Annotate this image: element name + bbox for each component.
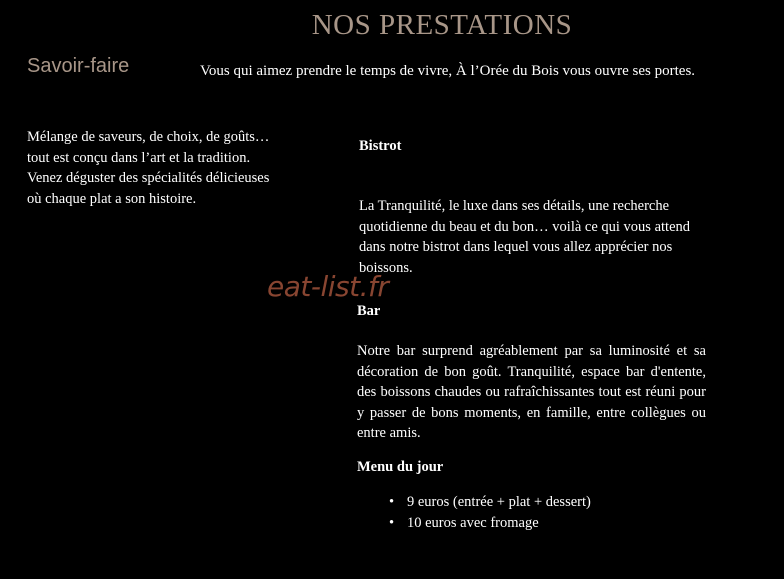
- bistrot-text: La Tranquilité, le luxe dans ses détails, une recherche quotidienne du beau et du bon… voilà ce qui vous attend dans notre bistrot dans lequel vous allez apprécier nos boissons.: [359, 198, 691, 276]
- menu-item-label: 9 euros (entrée + plat + dessert): [407, 494, 591, 510]
- menu-du-jour-list: [367, 492, 591, 533]
- list-item: [367, 513, 591, 534]
- bullet-icon: •: [389, 494, 395, 510]
- bar-text: Notre bar surprend agréablement par sa luminosité et sa décoration de bon goût. Tranquilité, espace bar d'entente, des boissons chaudes ou rafraîchissantes tout est réuni pour y passer de bons moments, en famille, entre collègues ou entre amis.: [357, 343, 706, 441]
- bistrot-heading: Bistrot: [359, 138, 402, 154]
- savoir-faire-text: Mélange de saveurs, de choix, de goûts… tout est conçu dans l’art et la tradition. Venez déguster des spécialités délicieuses où chaque plat a son histoire.: [27, 129, 270, 207]
- section-heading-savoir-faire: Savoir-faire: [27, 55, 130, 77]
- intro-text: Vous qui aimez prendre le temps de vivre, À l’Orée du Bois vous ouvre ses portes.: [200, 63, 696, 79]
- bullet-icon: •: [389, 514, 395, 531]
- list-item: [367, 492, 591, 513]
- menu-item-label: 10 euros avec fromage: [407, 514, 539, 531]
- page-title-wrapper: [0, 8, 784, 44]
- watermark-logo: eat-list.fr: [267, 270, 389, 303]
- bar-heading: Bar: [357, 303, 381, 319]
- menu-du-jour-heading: Menu du jour: [357, 459, 444, 475]
- page-title: NOS PRESTATIONS: [311, 9, 573, 41]
